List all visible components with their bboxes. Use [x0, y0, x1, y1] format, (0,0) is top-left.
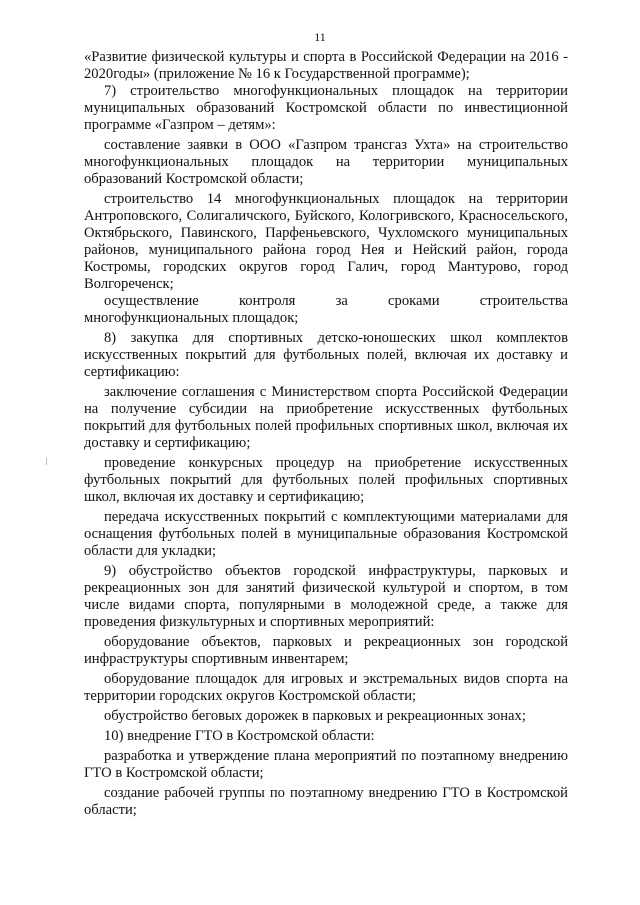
- paragraph-gto-working-group: создание рабочей группы по поэтапному внедрению ГТО в Костромской области;: [84, 785, 568, 818]
- paragraph-transfer-coverings: передача искусственных покрытий с комплектующими материалами для оснащения футбольных полей в муниципальные образования Костромской области для укладки;: [84, 509, 568, 559]
- paragraph-gazprom-application: составление заявки в ООО «Газпром трансгаз Ухта» на строительство многофункциональных площадок на территории муниципальных образований Костромской области;: [84, 137, 568, 187]
- paragraph-equipping-objects: оборудование объектов, парковых и рекреационных зон городской инфраструктуры спортивным инвентарем;: [84, 634, 568, 667]
- paragraph-equipping-sites: оборудование площадок для игровых и экстремальных видов спорта на территории городских округов Костромской области;: [84, 671, 568, 704]
- paragraph-tender-procedures: проведение конкурсных процедур на приобретение искусственных футбольных покрытий для футбольных полей профильных спортивных школ, включая их доставку и сертификацию;: [84, 455, 568, 505]
- paragraph-subsidy-agreement: заключение соглашения с Министерством спорта Российской Федерации на получение субсидии на приобретение искусственных футбольных покрытий для футбольных полей профильных спортивных школ, включая их доставку и сертификацию;: [84, 384, 568, 451]
- paragraph-running-tracks: обустройство беговых дорожек в парковых и рекреационных зонах;: [104, 708, 526, 724]
- paragraph-item-10: 10) внедрение ГТО в Костромской области:: [104, 728, 375, 744]
- paragraph-item-8: 8) закупка для спортивных детско-юношеских школ комплектов искусственных покрытий для футбольных полей, включая их доставку и сертификацию:: [84, 330, 568, 380]
- paragraph-construction-control: осуществление контроля за сроками строительства многофункциональных площадок;: [84, 293, 568, 326]
- paragraph-item-9: 9) обустройство объектов городской инфраструктуры, парковых и рекреационных зон для занятий физической культурой и спортом, в том числе видами спорта, популярными в молодежной среде, а также для проведения физкультурных и спортивных мероприятий:: [84, 563, 568, 630]
- document-body: [84, 49, 568, 819]
- paragraph-construction-14-sites: строительство 14 многофункциональных площадок на территории Антроповского, Солигаличского, Буйского, Кологривского, Красносельского, Октябрьского, Павинского, Парфеньевского, Чухломского муниципальных районов, муниципального района город Нея и Нейский район, города Костромы, городских округов город Галич, город Мантурово, город Волгореченск;: [84, 191, 568, 292]
- paragraph-gto-plan: разработка и утверждение плана мероприятий по поэтапному внедрению ГТО в Костромской области;: [84, 748, 568, 781]
- page-number: 11: [314, 30, 326, 44]
- paragraph-continuation: «Развитие физической культуры и спорта в Российской Федерации на 2016 - 2020годы» (приложение № 16 к Государственной программе);: [84, 49, 568, 82]
- scan-margin-mark: [46, 458, 47, 465]
- paragraph-item-7: 7) строительство многофункциональных площадок на территории муниципальных образований Костромской области по инвестиционной программе «Газпром – детям»:: [84, 83, 568, 133]
